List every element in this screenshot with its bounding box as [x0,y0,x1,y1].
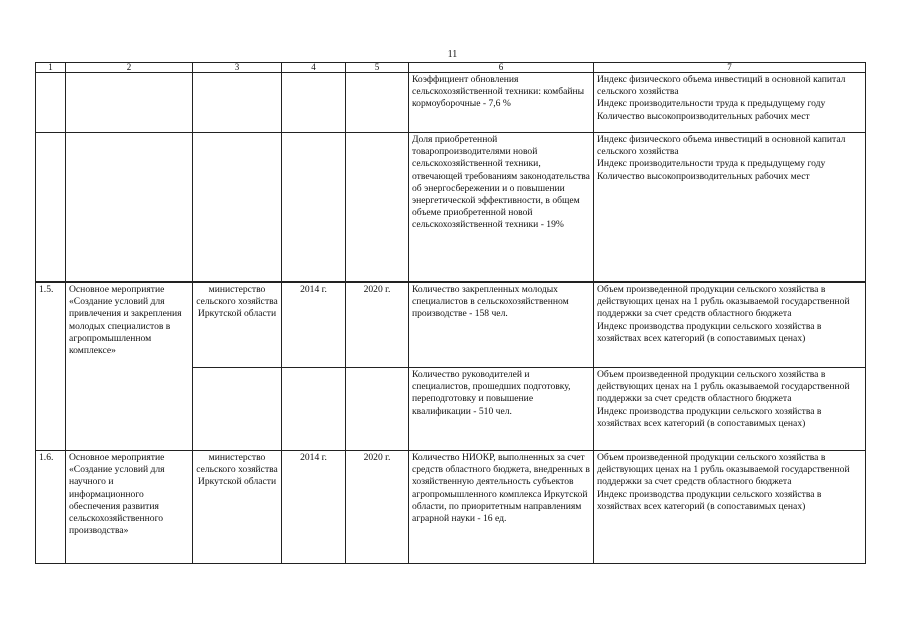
program-measures-table [35,62,866,564]
start-year-cell [282,133,346,283]
start-year-cell: 2014 г. [282,282,346,368]
program-indicators-text: Объем произведенной продукции сельского хозяйства в действующих ценах на 1 рубль оказываемой государственной поддержки за счет средств областного бюджета Индекс производства продукции сельского хозяйства в хозяйствах всех категорий (в сопоставимых ценах) [597,369,850,429]
executor-cell: министерство сельского хозяйства Иркутской области [193,451,282,564]
column-header-7: 7 [594,63,866,73]
column-header-3: 3 [193,63,282,73]
column-header-1: 1 [36,63,66,73]
executor-cell [193,368,282,451]
start-year-cell [282,73,346,133]
column-header-5: 5 [346,63,409,73]
program-indicators-cell [594,133,866,283]
program-indicators-cell [594,451,866,564]
target-indicator-cell: Коэффициент обновления сельскохозяйственной техники: комбайны кормоуборочные - 7,6 % [409,73,594,133]
target-indicator-cell: Количество руководителей и специалистов, прошедших подготовку, переподготовку и повышение квалификации - 510 чел. [409,368,594,451]
end-year-cell [346,133,409,283]
program-indicators-cell [594,73,866,133]
end-year-cell [346,368,409,451]
program-indicators-text: Объем произведенной продукции сельского хозяйства в действующих ценах на 1 рубль оказываемой государственной поддержки за счет средств областного бюджета Индекс производства продукции сельского хозяйства в хозяйствах всех категорий (в сопоставимых ценах) [597,452,850,512]
program-indicators-text: Объем произведенной продукции сельского хозяйства в действующих ценах на 1 рубль оказываемой государственной поддержки за счет средств областного бюджета Индекс производства продукции сельского хозяйства в хозяйствах всех категорий (в сопоставимых ценах) [597,284,850,344]
table-row [36,451,866,564]
row-number-cell: 1.6. [36,451,66,564]
program-indicators-text: Индекс физического объема инвестиций в основной капитал сельского хозяйства Индекс производительности труда к предыдущему году Количество высокопроизводительных рабочих мест [597,74,846,122]
row-number-cell [36,133,66,283]
page-number: 11 [447,49,458,60]
start-year-cell: 2014 г. [282,451,346,564]
end-year-cell: 2020 г. [346,451,409,564]
executor-cell: министерство сельского хозяйства Иркутской области [193,282,282,368]
target-indicator-cell: Количество закрепленных молодых специалистов в сельскохозяйственном производстве - 158 чел. [409,282,594,368]
start-year-cell [282,368,346,451]
target-indicator-cell: Доля приобретенной товаропроизводителями новой сельскохозяйственной техники, отвечающей требованиям законодательства об энергосбережении и о повышении энергетической эффективности, в общем объеме приобретенной новой сельскохозяйственной техники - 19% [409,133,594,283]
table-row [36,133,866,283]
column-header-4: 4 [282,63,346,73]
end-year-cell: 2020 г. [346,282,409,368]
executor-cell [193,133,282,283]
executor-cell [193,73,282,133]
measure-name-cell [66,133,193,283]
target-indicator-cell: Количество НИОКР, выполненных за счет средств областного бюджета, внедренных в хозяйственную деятельность субъектов агропромышленного комплекса Иркутской области, по приоритетным направлениям аграрной науки - 16 ед. [409,451,594,564]
table-row [36,282,866,368]
program-indicators-cell [594,368,866,451]
measure-name-cell: Основное мероприятие «Создание условий для привлечения и закрепления молодых специалистов в агропромышленном комплексе» [66,282,193,451]
row-number-cell [36,73,66,133]
measure-name-cell: Основное мероприятие «Создание условий для научного и информационного обеспечения развития сельскохозяйственного производства» [66,451,193,564]
column-number-header-row [36,63,866,73]
end-year-cell [346,73,409,133]
program-indicators-text: Индекс физического объема инвестиций в основной капитал сельского хозяйства Индекс производительности труда к предыдущему году Количество высокопроизводительных рабочих мест [597,134,846,182]
program-indicators-cell [594,282,866,368]
measure-name-cell [66,73,193,133]
table-row [36,73,866,133]
column-header-6: 6 [409,63,594,73]
column-header-2: 2 [66,63,193,73]
row-number-cell: 1.5. [36,282,66,451]
